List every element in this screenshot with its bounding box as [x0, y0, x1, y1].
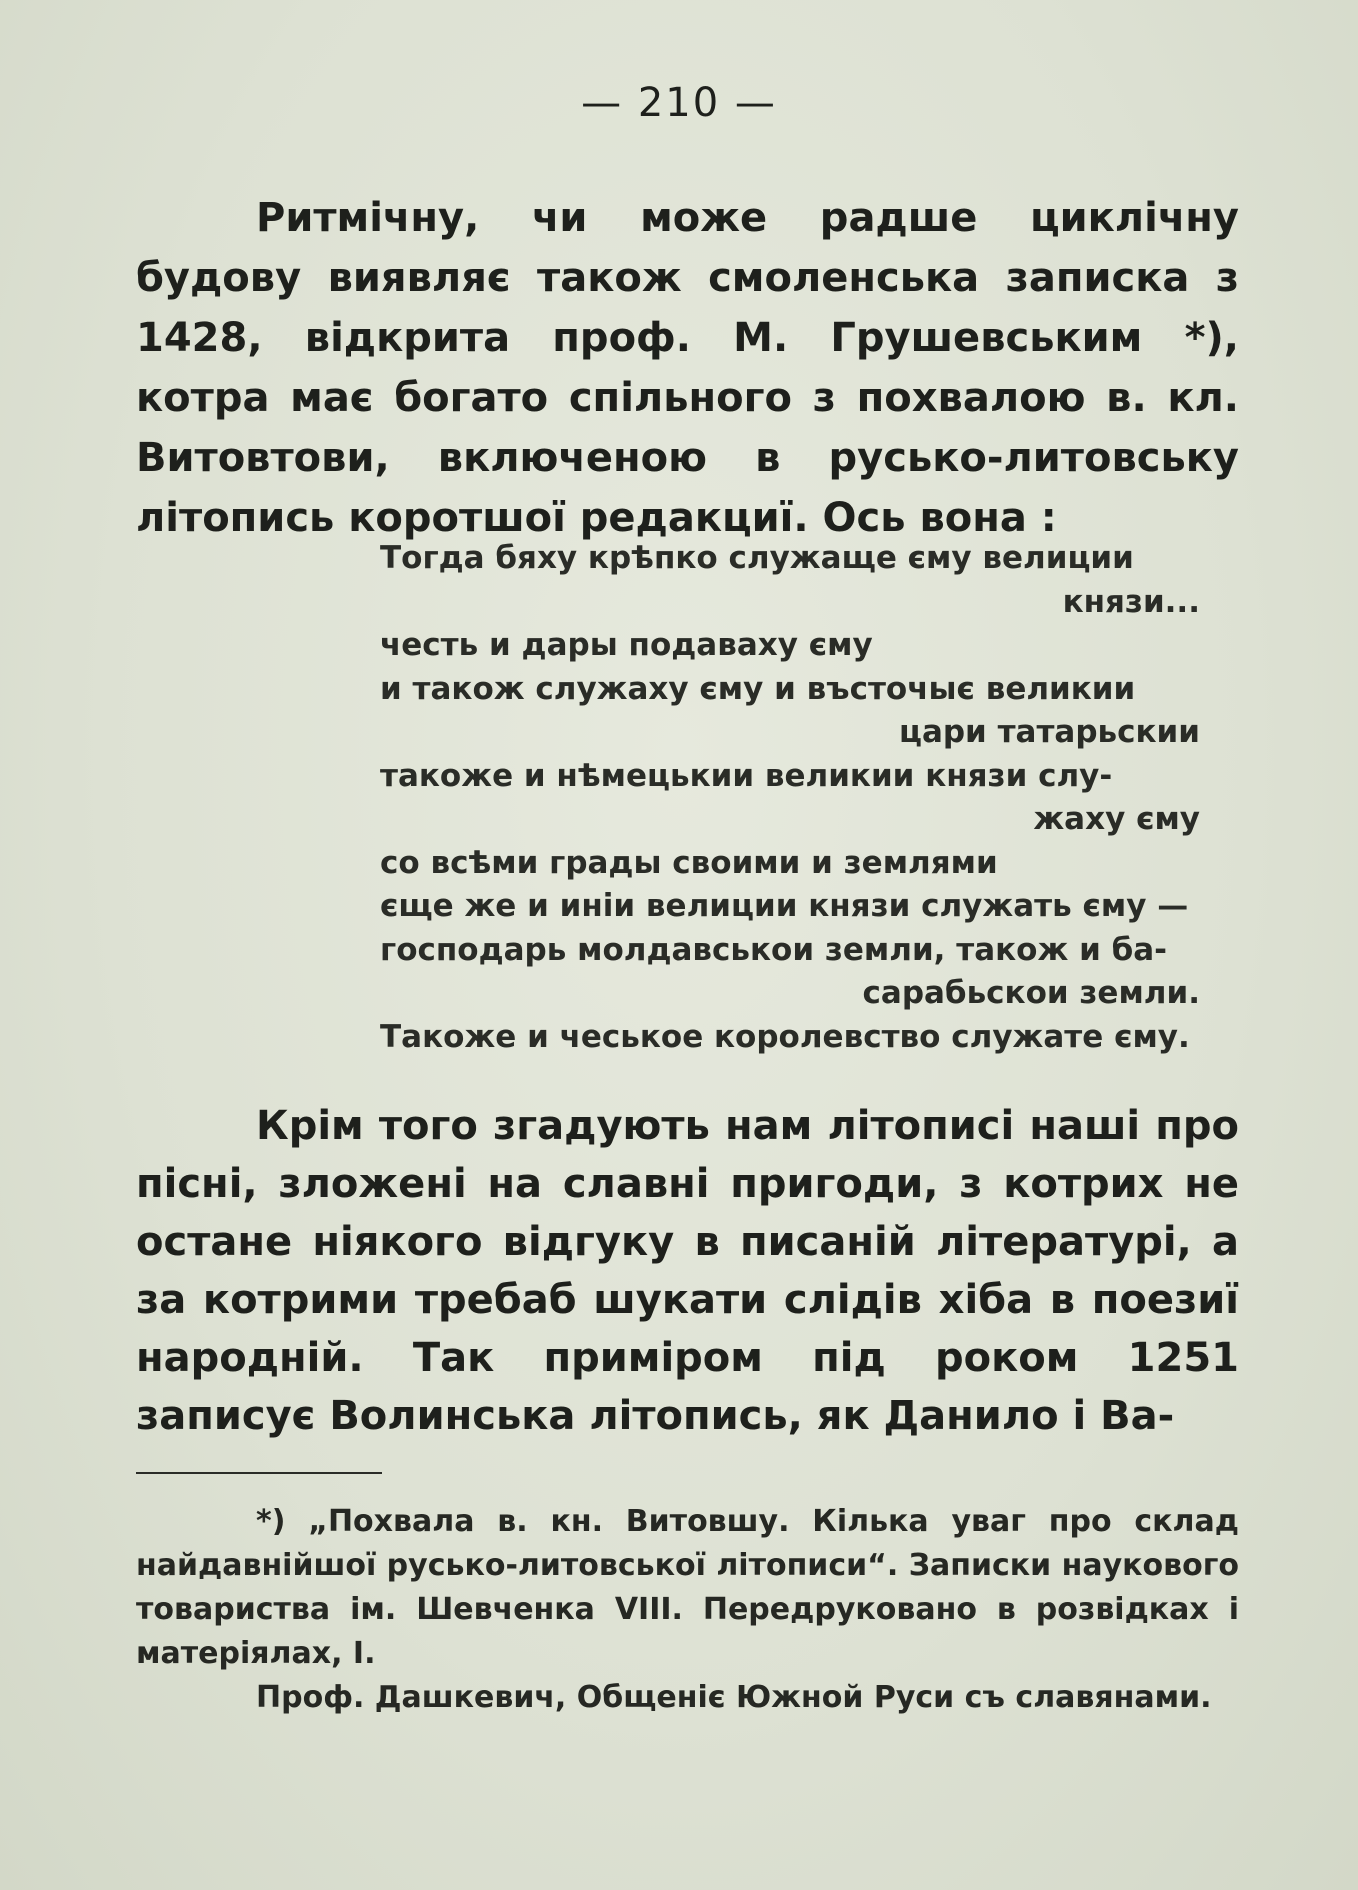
body-text — [136, 188, 1239, 548]
body-text-continued — [136, 1097, 1239, 1445]
verse-line: Тогда бяху крѣпко служаще єму велиции — [380, 540, 1134, 576]
verse-line-continuation: сарабьскои земли. — [862, 975, 1200, 1011]
footnote-rule — [136, 1472, 382, 1474]
verse-line: такоже и нѣмецькии великии князи слу- — [380, 757, 1113, 794]
verse-line: єще же и иніи велиции князи служать єму — — [380, 888, 1189, 924]
page-number: — 210 — — [581, 80, 777, 126]
verse-line-continuation: цари татарьскии — [898, 714, 1200, 750]
footnotes — [136, 1500, 1239, 1720]
verse-line: со всѣми грады своими и землями — [380, 844, 998, 881]
verse-line-continuation: князи... — [1062, 583, 1200, 620]
verse-line: и також служаху єму и въсточыє великии — [380, 670, 1136, 707]
verse-line: господарь молдавськои земли, також и ба- — [380, 931, 1168, 968]
paragraph-2: Крім того згадують нам літописі наші про пісні, зложені на славні пригоди, з котрих не остане ніякого відгуку в писаній літературі, а за котрими требаб шукати слідів хіба в поезиї народній. Так приміром під роком 1251 записує Волинська літопись, як Данило і Ва- — [136, 1103, 1239, 1439]
verse-quote — [380, 537, 1240, 1059]
verse-line: честь и дары подаваху єму — [380, 627, 873, 663]
verse-line-continuation: жаху єму — [1033, 801, 1200, 837]
paragraph-1: Ритмічну, чи може радше циклічну будову виявляє також смоленська записка з 1428, відкрита проф. М. Грушевським *), котра має богато спільного з похвалою в. кл. Витовтови, включеною в русько-литовську літопись коротшої редакциї. Ось вона : — [136, 195, 1239, 541]
footnote-2: Проф. Дашкевич, Общеніє Южной Руси съ славянами. — [256, 1680, 1212, 1715]
footnote-1: *) „Похвала в. кн. Витовшу. Кілька уваг про склад найдавнійшої русько-литовської літописи“. Записки наукового товариства ім. Шевченка VIII. Передруковано в розвідках і матеріялах, І. — [136, 1504, 1239, 1671]
verse-line: Такоже и чеськое королевство служате єму. — [380, 1018, 1190, 1055]
